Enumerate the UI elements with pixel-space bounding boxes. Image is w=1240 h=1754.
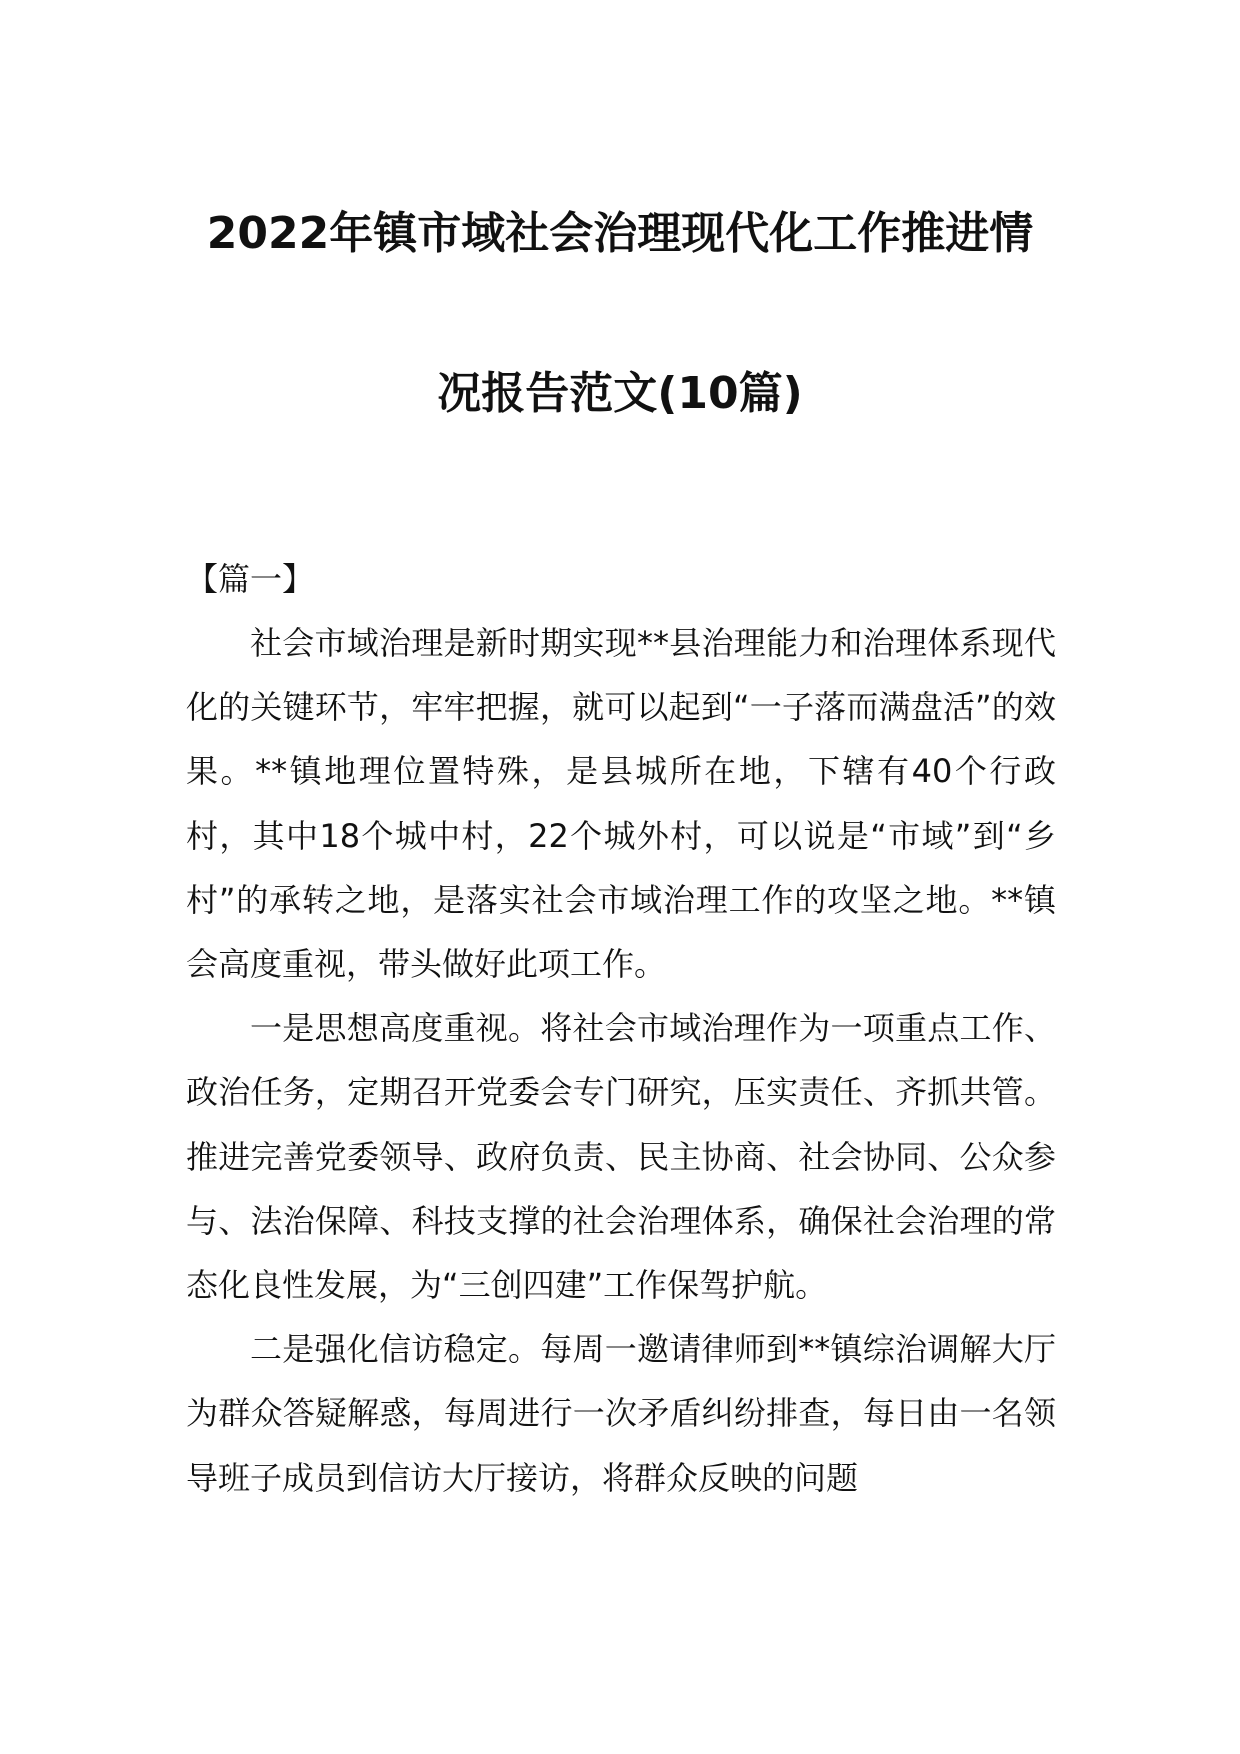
document-title-line-2: 况报告范文(10篇) — [437, 368, 803, 419]
document-body — [186, 547, 1056, 1510]
paragraph-point-two: 二是强化信访稳定。每周一邀请律师到**镇综治调解大厅为群众答疑解惑，每周进行一次矛盾纠纷排查，每日由一名领导班子成员到信访大厅接访，将群众反映的问题 — [186, 1330, 1056, 1497]
section-label: 【篇一】 — [186, 560, 315, 598]
paragraph-point-one: 一是思想高度重视。将社会市域治理作为一项重点工作、政治任务，定期召开党委会专门研究，压实责任、齐抓共管。推进完善党委领导、政府负责、民主协商、社会协同、公众参与、法治保障、科技支撑的社会治理体系，确保社会治理的常态化良性发展，为“三创四建”工作保驾护航。 — [186, 1009, 1056, 1305]
paragraph-intro: 社会市域治理是新时期实现**县治理能力和治理体系现代化的关键环节，牢牢把握，就可以起到“一子落而满盘活”的效果。**镇地理位置特殊，是县城所在地，下辖有40个行政村，其中18个城中村，22个城外村，可以说是“市域”到“乡村”的承转之地，是落实社会市域治理工作的攻坚之地。**镇会高度重视，带头做好此项工作。 — [186, 624, 1056, 984]
document-title-line-1: 2022年镇市域社会治理现代化工作推进情 — [206, 208, 1034, 259]
